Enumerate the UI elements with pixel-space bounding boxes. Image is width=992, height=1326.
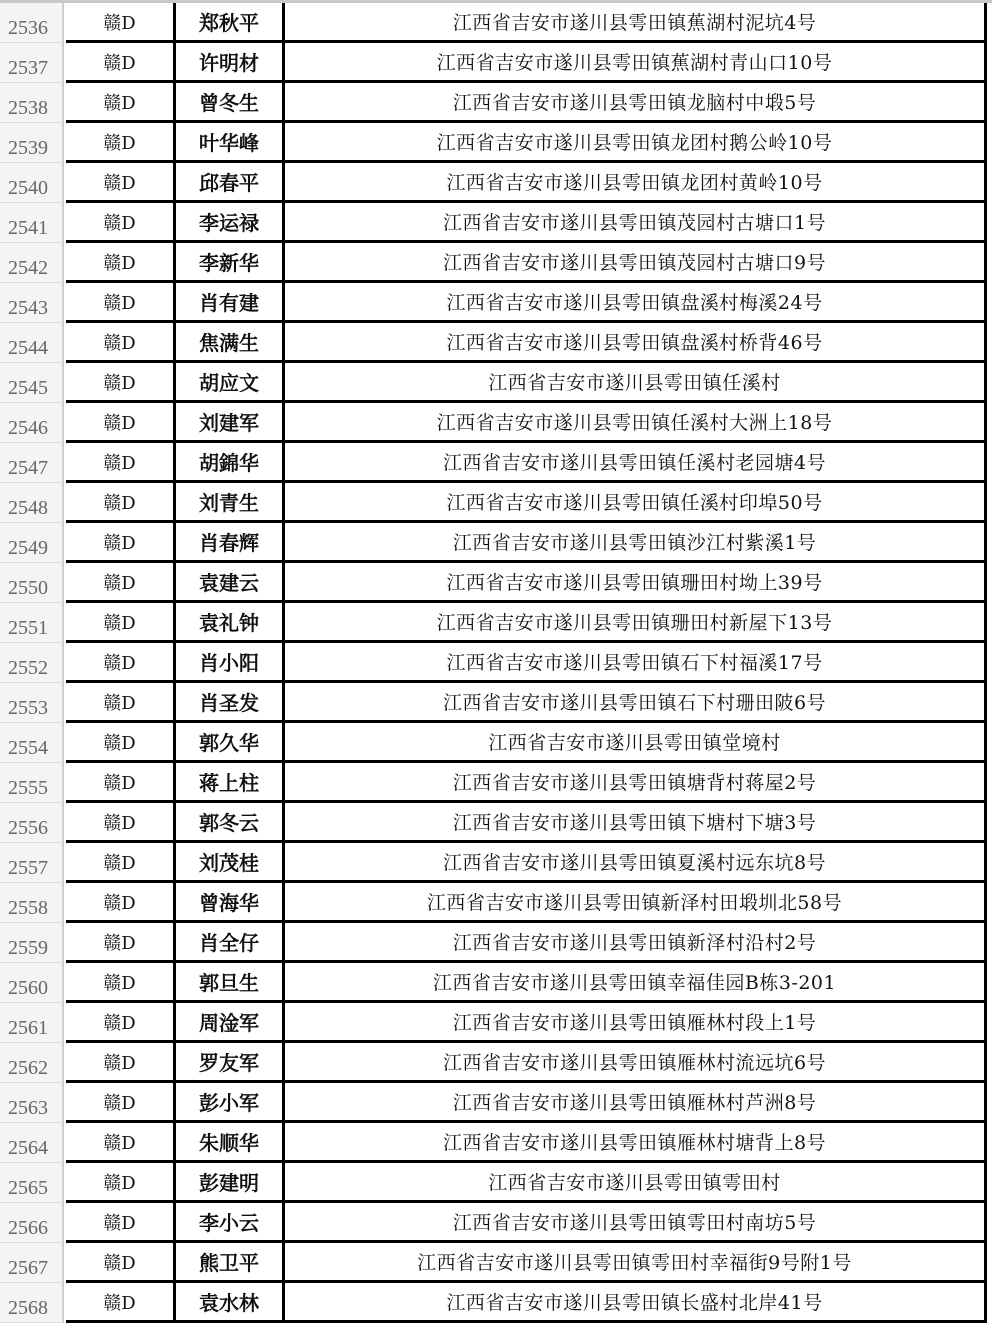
name-cell[interactable]: 肖圣发	[173, 683, 282, 723]
plate-prefix-cell[interactable]: 赣D	[66, 643, 173, 683]
row-header[interactable]: 2557	[0, 843, 64, 883]
plate-prefix-cell[interactable]: 赣D	[66, 1163, 173, 1203]
address-cell[interactable]: 江西省吉安市遂川县雩田镇龙团村鹅公岭10号	[282, 123, 987, 163]
address-cell[interactable]: 江西省吉安市遂川县雩田镇任溪村印埠50号	[282, 483, 987, 523]
address-cell[interactable]: 江西省吉安市遂川县雩田镇沙江村紫溪1号	[282, 523, 987, 563]
row-header[interactable]: 2552	[0, 643, 64, 683]
plate-prefix-cell[interactable]: 赣D	[66, 803, 173, 843]
address-cell[interactable]: 江西省吉安市遂川县雩田镇盘溪村桥背46号	[282, 323, 987, 363]
row-header[interactable]: 2566	[0, 1203, 64, 1243]
plate-prefix-cell[interactable]: 赣D	[66, 363, 173, 403]
plate-prefix-cell[interactable]: 赣D	[66, 3, 173, 43]
row-header[interactable]: 2536	[0, 3, 64, 43]
name-cell[interactable]: 肖有建	[173, 283, 282, 323]
row-header[interactable]: 2554	[0, 723, 64, 763]
plate-prefix-cell[interactable]: 赣D	[66, 1243, 173, 1283]
plate-prefix-cell[interactable]: 赣D	[66, 923, 173, 963]
table-row	[0, 1283, 992, 1323]
address-cell[interactable]: 江西省吉安市遂川县雩田镇雩田村南坊5号	[282, 1203, 987, 1243]
row-header[interactable]: 2562	[0, 1043, 64, 1083]
table-row	[0, 43, 992, 83]
table-row	[0, 1203, 992, 1243]
plate-prefix-cell[interactable]: 赣D	[66, 1083, 173, 1123]
row-header[interactable]: 2550	[0, 563, 64, 603]
row-header[interactable]: 2548	[0, 483, 64, 523]
name-cell[interactable]: 郭旦生	[173, 963, 282, 1003]
plate-prefix-cell[interactable]: 赣D	[66, 163, 173, 203]
plate-prefix-cell[interactable]: 赣D	[66, 523, 173, 563]
address-cell[interactable]: 江西省吉安市遂川县雩田镇雁林村塘背上8号	[282, 1123, 987, 1163]
plate-prefix-cell[interactable]: 赣D	[66, 843, 173, 883]
address-cell[interactable]: 江西省吉安市遂川县雩田镇下塘村下塘3号	[282, 803, 987, 843]
plate-prefix-cell[interactable]: 赣D	[66, 683, 173, 723]
address-cell[interactable]: 江西省吉安市遂川县雩田镇珊田村新屋下13号	[282, 603, 987, 643]
name-cell[interactable]: 袁礼钟	[173, 603, 282, 643]
plate-prefix-cell[interactable]: 赣D	[66, 203, 173, 243]
address-cell[interactable]: 江西省吉安市遂川县雩田镇雁林村段上1号	[282, 1003, 987, 1043]
table-row	[0, 523, 992, 563]
plate-prefix-cell[interactable]: 赣D	[66, 443, 173, 483]
name-cell[interactable]: 刘茂桂	[173, 843, 282, 883]
name-cell[interactable]: 罗友军	[173, 1043, 282, 1083]
table-row	[0, 123, 992, 163]
address-cell[interactable]: 江西省吉安市遂川县雩田镇夏溪村远东坑8号	[282, 843, 987, 883]
name-cell[interactable]: 袁水林	[173, 1283, 282, 1323]
row-header[interactable]: 2563	[0, 1083, 64, 1123]
plate-prefix-cell[interactable]: 赣D	[66, 883, 173, 923]
plate-prefix-cell[interactable]: 赣D	[66, 323, 173, 363]
table-row	[0, 643, 992, 683]
address-cell[interactable]: 江西省吉安市遂川县雩田镇蕉湖村泥坑4号	[282, 3, 987, 43]
row-header[interactable]: 2538	[0, 83, 64, 123]
address-cell[interactable]: 江西省吉安市遂川县雩田镇新泽村田塅圳北58号	[282, 883, 987, 923]
name-cell[interactable]: 肖春辉	[173, 523, 282, 563]
table-row	[0, 723, 992, 763]
address-cell[interactable]: 江西省吉安市遂川县雩田镇茂园村古塘口1号	[282, 203, 987, 243]
plate-prefix-cell[interactable]: 赣D	[66, 563, 173, 603]
address-cell[interactable]: 江西省吉安市遂川县雩田镇任溪村老园塘4号	[282, 443, 987, 483]
row-header[interactable]: 2542	[0, 243, 64, 283]
name-cell[interactable]: 肖全仔	[173, 923, 282, 963]
plate-prefix-cell[interactable]: 赣D	[66, 403, 173, 443]
address-cell[interactable]: 江西省吉安市遂川县雩田镇蕉湖村青山口10号	[282, 43, 987, 83]
table-row	[0, 1003, 992, 1043]
address-cell[interactable]: 江西省吉安市遂川县雩田镇雩田村	[282, 1163, 987, 1203]
table-row	[0, 683, 992, 723]
name-cell[interactable]: 刘青生	[173, 483, 282, 523]
address-cell[interactable]: 江西省吉安市遂川县雩田镇雁林村芦洲8号	[282, 1083, 987, 1123]
table-row	[0, 443, 992, 483]
table-row	[0, 163, 992, 203]
address-cell[interactable]: 江西省吉安市遂川县雩田镇新泽村沿村2号	[282, 923, 987, 963]
table-row	[0, 403, 992, 443]
row-header[interactable]: 2558	[0, 883, 64, 923]
table-row	[0, 3, 992, 43]
name-cell[interactable]: 李新华	[173, 243, 282, 283]
table-row	[0, 83, 992, 123]
plate-prefix-cell[interactable]: 赣D	[66, 1003, 173, 1043]
table-row	[0, 923, 992, 963]
name-cell[interactable]: 胡錦华	[173, 443, 282, 483]
table-row	[0, 763, 992, 803]
row-header[interactable]: 2544	[0, 323, 64, 363]
row-header[interactable]: 2543	[0, 283, 64, 323]
name-cell[interactable]: 叶华峰	[173, 123, 282, 163]
table-row	[0, 883, 992, 923]
table-row	[0, 203, 992, 243]
name-cell[interactable]: 焦满生	[173, 323, 282, 363]
address-cell[interactable]: 江西省吉安市遂川县雩田镇珊田村坳上39号	[282, 563, 987, 603]
name-cell[interactable]: 彭小军	[173, 1083, 282, 1123]
table-row	[0, 363, 992, 403]
row-header[interactable]: 2555	[0, 763, 64, 803]
plate-prefix-cell[interactable]: 赣D	[66, 43, 173, 83]
address-cell[interactable]: 江西省吉安市遂川县雩田镇盘溪村梅溪24号	[282, 283, 987, 323]
name-cell[interactable]: 许明材	[173, 43, 282, 83]
name-cell[interactable]: 郑秋平	[173, 3, 282, 43]
table-row	[0, 1043, 992, 1083]
row-header[interactable]: 2559	[0, 923, 64, 963]
name-cell[interactable]: 彭建明	[173, 1163, 282, 1203]
row-header[interactable]: 2540	[0, 163, 64, 203]
plate-prefix-cell[interactable]: 赣D	[66, 123, 173, 163]
name-cell[interactable]: 朱顺华	[173, 1123, 282, 1163]
plate-prefix-cell[interactable]: 赣D	[66, 1123, 173, 1163]
name-cell[interactable]: 曾海华	[173, 883, 282, 923]
address-cell[interactable]: 江西省吉安市遂川县雩田镇雁林村流远坑6号	[282, 1043, 987, 1083]
row-header[interactable]: 2547	[0, 443, 64, 483]
row-header[interactable]: 2561	[0, 1003, 64, 1043]
row-header[interactable]: 2553	[0, 683, 64, 723]
name-cell[interactable]: 郭久华	[173, 723, 282, 763]
table-row	[0, 1163, 992, 1203]
name-cell[interactable]: 肖小阳	[173, 643, 282, 683]
table-row	[0, 483, 992, 523]
table-row	[0, 243, 992, 283]
name-cell[interactable]: 熊卫平	[173, 1243, 282, 1283]
row-header[interactable]: 2564	[0, 1123, 64, 1163]
name-cell[interactable]: 李运禄	[173, 203, 282, 243]
row-header[interactable]: 2541	[0, 203, 64, 243]
row-header[interactable]: 2549	[0, 523, 64, 563]
plate-prefix-cell[interactable]: 赣D	[66, 1283, 173, 1323]
address-cell[interactable]: 江西省吉安市遂川县雩田镇塘背村蒋屋2号	[282, 763, 987, 803]
row-header[interactable]: 2546	[0, 403, 64, 443]
row-header[interactable]: 2545	[0, 363, 64, 403]
table-row	[0, 1123, 992, 1163]
row-header[interactable]: 2537	[0, 43, 64, 83]
table-row	[0, 283, 992, 323]
name-cell[interactable]: 邱春平	[173, 163, 282, 203]
address-cell[interactable]: 江西省吉安市遂川县雩田镇雩田村幸福街9号附1号	[282, 1243, 987, 1283]
table-row	[0, 323, 992, 363]
row-header[interactable]: 2565	[0, 1163, 64, 1203]
plate-prefix-cell[interactable]: 赣D	[66, 763, 173, 803]
address-cell[interactable]: 江西省吉安市遂川县雩田镇龙脑村中塅5号	[282, 83, 987, 123]
address-cell[interactable]: 江西省吉安市遂川县雩田镇长盛村北岸41号	[282, 1283, 987, 1323]
address-cell[interactable]: 江西省吉安市遂川县雩田镇幸福佳园B栋3-201	[282, 963, 987, 1003]
plate-prefix-cell[interactable]: 赣D	[66, 1043, 173, 1083]
name-cell[interactable]: 刘建军	[173, 403, 282, 443]
address-cell[interactable]: 江西省吉安市遂川县雩田镇龙团村黄岭10号	[282, 163, 987, 203]
address-cell[interactable]: 江西省吉安市遂川县雩田镇任溪村	[282, 363, 987, 403]
name-cell[interactable]: 袁建云	[173, 563, 282, 603]
plate-prefix-cell[interactable]: 赣D	[66, 83, 173, 123]
name-cell[interactable]: 蒋上柱	[173, 763, 282, 803]
table-row	[0, 843, 992, 883]
name-cell[interactable]: 周淦军	[173, 1003, 282, 1043]
table-row	[0, 963, 992, 1003]
row-header[interactable]: 2556	[0, 803, 64, 843]
spreadsheet-grid	[0, 3, 992, 1323]
plate-prefix-cell[interactable]: 赣D	[66, 243, 173, 283]
table-row	[0, 1083, 992, 1123]
address-cell[interactable]: 江西省吉安市遂川县雩田镇石下村珊田陂6号	[282, 683, 987, 723]
name-cell[interactable]: 曾冬生	[173, 83, 282, 123]
address-cell[interactable]: 江西省吉安市遂川县雩田镇石下村福溪17号	[282, 643, 987, 683]
row-header[interactable]: 2539	[0, 123, 64, 163]
row-header[interactable]: 2567	[0, 1243, 64, 1283]
name-cell[interactable]: 胡应文	[173, 363, 282, 403]
name-cell[interactable]: 郭冬云	[173, 803, 282, 843]
address-cell[interactable]: 江西省吉安市遂川县雩田镇任溪村大洲上18号	[282, 403, 987, 443]
plate-prefix-cell[interactable]: 赣D	[66, 963, 173, 1003]
address-cell[interactable]: 江西省吉安市遂川县雩田镇堂境村	[282, 723, 987, 763]
row-header[interactable]: 2568	[0, 1283, 64, 1323]
plate-prefix-cell[interactable]: 赣D	[66, 723, 173, 763]
table-row	[0, 603, 992, 643]
plate-prefix-cell[interactable]: 赣D	[66, 483, 173, 523]
row-header[interactable]: 2551	[0, 603, 64, 643]
plate-prefix-cell[interactable]: 赣D	[66, 283, 173, 323]
table-row	[0, 1243, 992, 1283]
address-cell[interactable]: 江西省吉安市遂川县雩田镇茂园村古塘口9号	[282, 243, 987, 283]
row-header[interactable]: 2560	[0, 963, 64, 1003]
plate-prefix-cell[interactable]: 赣D	[66, 1203, 173, 1243]
name-cell[interactable]: 李小云	[173, 1203, 282, 1243]
table-row	[0, 803, 992, 843]
plate-prefix-cell[interactable]: 赣D	[66, 603, 173, 643]
table-row	[0, 563, 992, 603]
